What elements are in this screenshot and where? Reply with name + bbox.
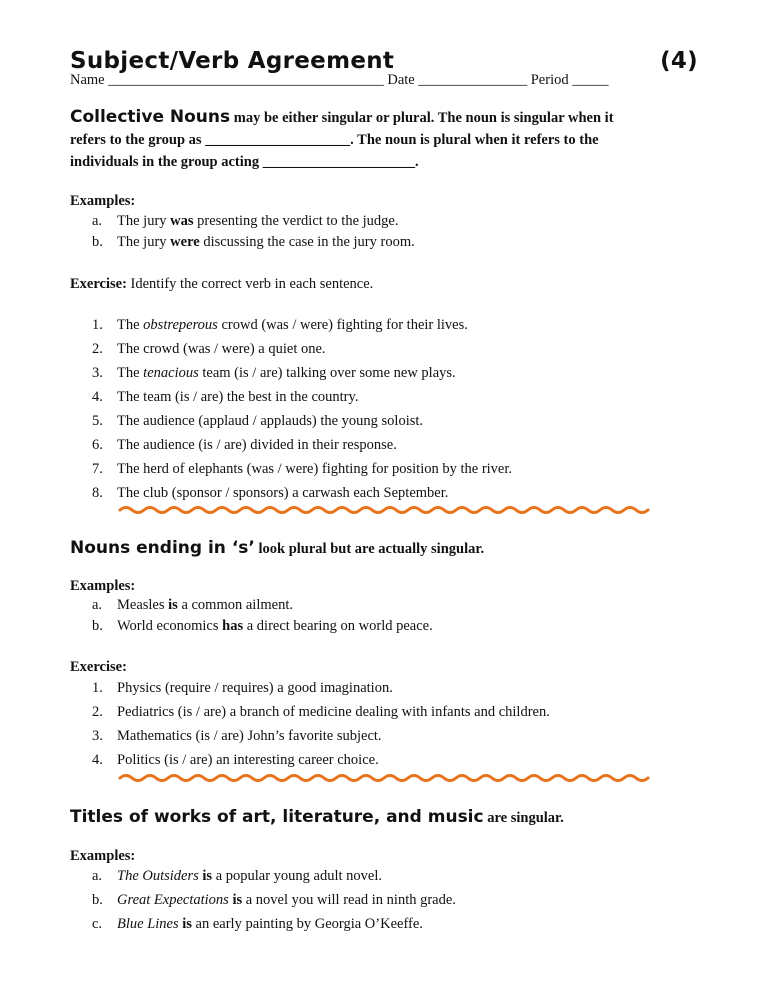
page-title: Subject/Verb Agreement xyxy=(70,48,395,74)
collective-nouns-intro: Collective Nouns may be either singular or plural. The noun is singular when it refers to the group as ____________________. The noun is plural when it refers to the individuals in the group acting _____________________. xyxy=(70,107,614,170)
exercise-item: 7. The herd of elephants (was / were) fighting for position by the river. xyxy=(92,461,513,477)
example-line: b. Great Expectations is a novel you will read in ninth grade. xyxy=(92,892,456,908)
exercise-item: 2. The crowd (was / were) a quiet one. xyxy=(92,341,326,357)
example-line: a. The Outsiders is a popular young adult novel. xyxy=(92,868,383,884)
example-line: b. The jury were discussing the case in the jury room. xyxy=(92,234,415,250)
exercise-item: 6. The audience (is / are) divided in their response. xyxy=(92,437,397,453)
nouns-ending-s-heading: Nouns ending in ‘s’ xyxy=(70,538,255,558)
example-line: b. World economics has a direct bearing on world peace. xyxy=(92,618,433,634)
wavy-divider-line xyxy=(120,776,648,781)
example-line: c. Blue Lines is an early painting by Georgia O’Keeffe. xyxy=(92,916,423,932)
titles-of-works-intro: Titles of works of art, literature, and music are singular. xyxy=(70,807,564,827)
exercise-item: 5. The audience (applaud / applauds) the young soloist. xyxy=(92,413,424,429)
examples-label: Examples: xyxy=(70,193,136,209)
example-line: a. Measles is a common ailment. xyxy=(92,597,293,613)
exercise-item: 4. Politics (is / are) an interesting career choice. xyxy=(92,752,379,768)
exercise-item: 8. The club (sponsor / sponsors) a carwash each September. xyxy=(92,485,449,501)
exercise-item: 1. Physics (require / requires) a good imagination. xyxy=(92,680,393,696)
exercise-item: 3. Mathematics (is / are) John’s favorite subject. xyxy=(92,728,382,744)
wavy-divider-line xyxy=(120,508,648,513)
exercise-label: Exercise: xyxy=(70,659,127,675)
exercise-item: 3. The tenacious team (is / are) talking over some new plays. xyxy=(92,365,456,381)
examples-label: Examples: xyxy=(70,578,136,594)
example-line: a. The jury was presenting the verdict to the judge. xyxy=(92,213,399,229)
collective-nouns-heading: Collective Nouns xyxy=(70,107,231,127)
exercise-instructions: Exercise: Identify the correct verb in each sentence. xyxy=(70,276,374,292)
titles-of-works-heading: Titles of works of art, literature, and music xyxy=(70,807,484,827)
exercise-item: 4. The team (is / are) the best in the country. xyxy=(92,389,359,405)
wavy-divider xyxy=(118,772,660,784)
exercise-item: 1. The obstreperous crowd (was / were) fighting for their lives. xyxy=(92,317,468,333)
exercise-item: 2. Pediatrics (is / are) a branch of medicine dealing with infants and children. xyxy=(92,704,550,720)
nouns-ending-s-intro: Nouns ending in ‘s’ look plural but are actually singular. xyxy=(70,538,485,558)
name-date-period-line: Name ______________________________________ Date _______________ Period _____ xyxy=(70,72,609,88)
wavy-divider xyxy=(118,504,650,516)
examples-label: Examples: xyxy=(70,848,136,864)
page-number: (4) xyxy=(660,48,698,74)
